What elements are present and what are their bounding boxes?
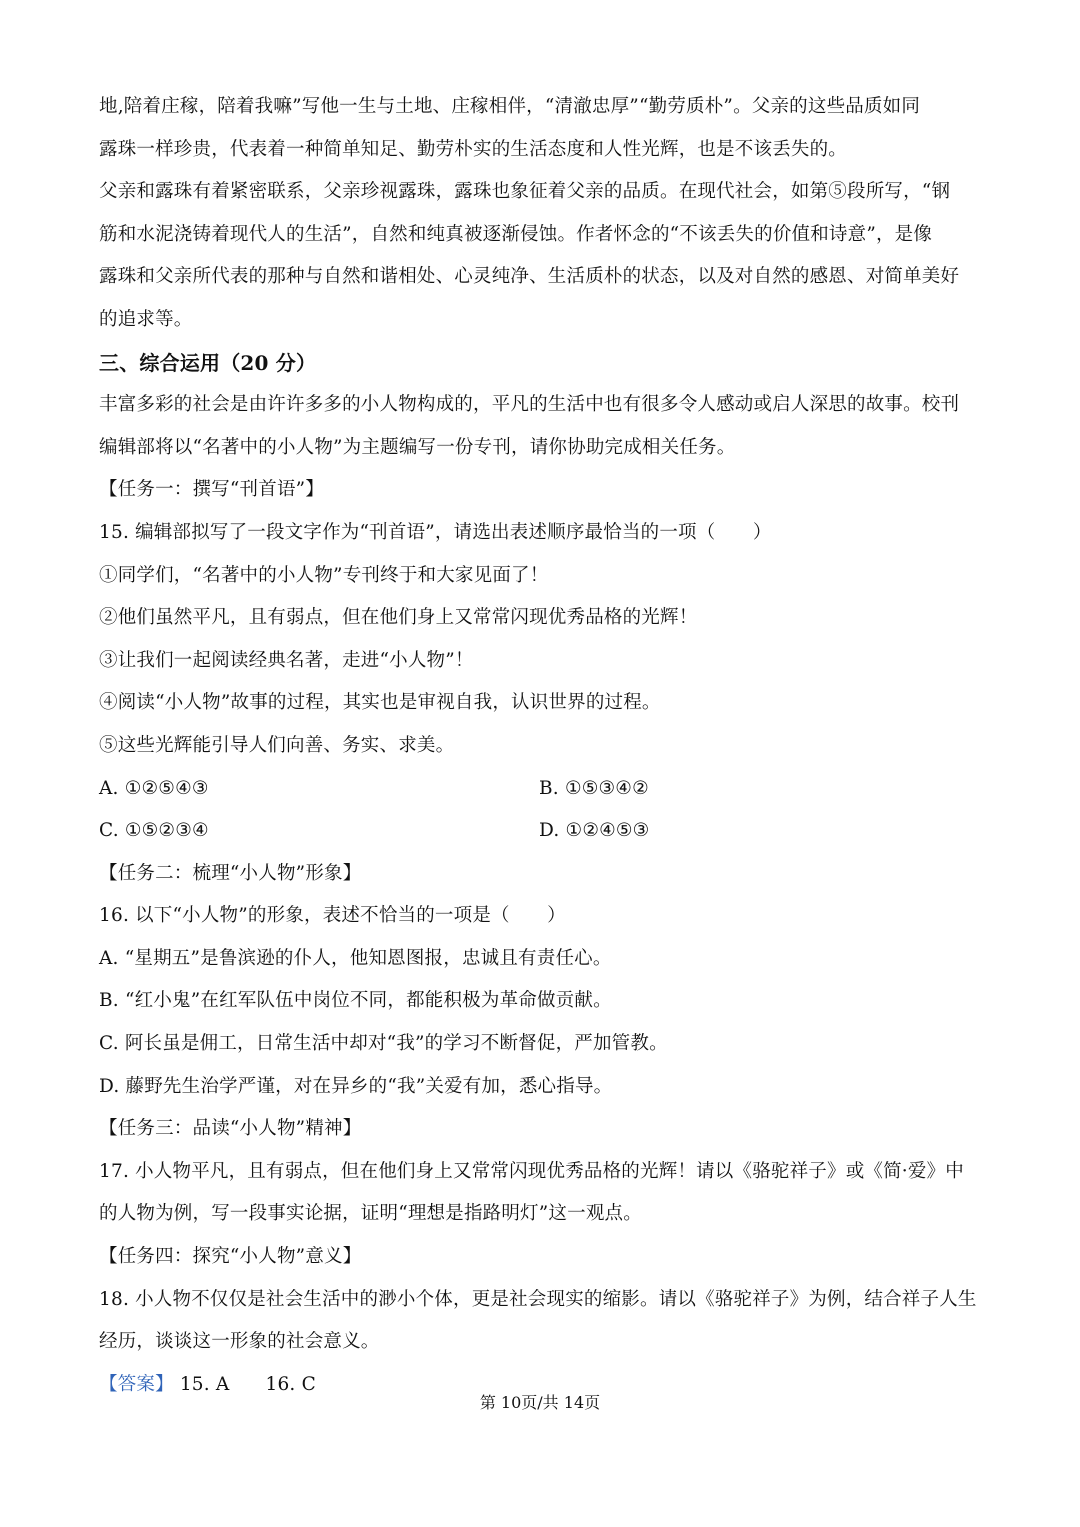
option-b: B. “红小鬼”在红军队伍中岗位不同，都能积极为革命做贡献。 [99,990,612,1012]
paragraph-analysis-1 [99,86,985,171]
text-line: 筋和水泥浇铸着现代人的生活”，自然和纯真被逐渐侵蚀。作者怀念的“不该丢失的价值和诗意”，是像 [99,223,933,245]
option-d: D. 藤野先生治学严谨，对在异乡的“我”关爱有加，悉心指导。 [99,1075,613,1097]
answer-15: 15. A [179,1373,230,1395]
text-line: 露珠和父亲所代表的那种与自然和谐相处、心灵纯净、生活质朴的状态，以及对自然的感恩、对简单美好 [99,266,960,288]
answer-16: 16. C [265,1373,316,1395]
task-2 [99,853,985,1109]
section-intro [99,384,985,469]
question-16: 16. 以下“小人物”的形象，表述不恰当的一项是（ ） [99,905,566,927]
question-15: 15. 编辑部拟写了一段文字作为“刊首语”，请选出表述顺序最恰当的一项（ ） [99,521,772,543]
text-line: 编辑部将以“名著中的小人物”为主题编写一份专刊，请你协助完成相关任务。 [99,436,736,458]
option-c: C. ①⑤②③④ [99,820,209,842]
text-line: 露珠一样珍贵，代表着一种简单知足、勤劳朴实的生活态度和人性光辉，也是不该丢失的。 [99,138,848,160]
question-18-cont: 经历，谈谈这一形象的社会意义。 [99,1331,380,1353]
option-a: A. “星期五”是鲁滨逊的仆人，他知恩图报，忠诚且有责任心。 [99,947,612,969]
question-18: 18. 小人物不仅仅是社会生活中的渺小个体，更是社会现实的缩影。请以《骆驼祥子》为例，结合祥子人生 [99,1288,977,1310]
task-title: 【任务三：品读“小人物”精神】 [99,1118,362,1140]
task-1 [99,469,985,852]
page-footer: 第 10页/共 14页 [479,1393,601,1412]
document-page [99,86,985,1406]
option-c: C. 阿长虽是佣工，日常生活中却对“我”的学习不断督促，严加管教。 [99,1033,668,1055]
text-line: 地,陪着庄稼，陪着我嘛”写他一生与土地、庄稼相伴，“清澈忠厚”“勤劳质朴”。父亲的这些品质如同 [99,96,921,117]
options-row-cd [99,810,985,853]
task-title: 【任务一：撰写“刊首语”】 [99,479,325,501]
task-title: 【任务二：梳理“小人物”形象】 [99,862,362,884]
question-17-cont: 的人物为例，写一段事实论据，证明“理想是指路明灯”这一观点。 [99,1203,642,1225]
text-line: 的追求等。 [99,308,193,330]
paragraph-analysis-2 [99,171,985,341]
task-title: 【任务四：探究“小人物”意义】 [99,1246,362,1268]
option-d: D. ①②④⑤③ [539,820,650,842]
options-row-ab [99,768,985,811]
sentence-item: ③让我们一起阅读经典名著，走进“小人物”！ [99,649,474,671]
sentence-item: ④阅读“小人物”故事的过程，其实也是审视自我，认识世界的过程。 [99,692,661,714]
option-a: A. ①②⑤④③ [99,777,209,799]
sentence-item: ②他们虽然平凡，且有弱点，但在他们身上又常常闪现优秀品格的光辉！ [99,607,698,629]
option-b: B. ①⑤③④② [539,777,649,799]
section-heading: 三、综合运用（20 分） [99,350,317,375]
sentence-item: ⑤这些光辉能引导人们向善、务实、求美。 [99,734,455,756]
text-line: 父亲和露珠有着紧密联系，父亲珍视露珠，露珠也象征着父亲的品质。在现代社会，如第⑤段所写，“钢 [99,181,951,203]
question-17: 17. 小人物平凡，且有弱点，但在他们身上又常常闪现优秀品格的光辉！请以《骆驼祥子》或《简·爱》中 [99,1160,964,1182]
task-3 [99,1108,985,1236]
text-line: 丰富多彩的社会是由许许多多的小人物构成的，平凡的生活中也有很多令人感动或启人深思的故事。校刊 [99,394,960,416]
answer-tag: 【答案】 [99,1373,174,1395]
sentence-item: ①同学们，“名著中的小人物”专刊终于和大家见面了！ [99,564,549,586]
task-4 [99,1236,985,1364]
